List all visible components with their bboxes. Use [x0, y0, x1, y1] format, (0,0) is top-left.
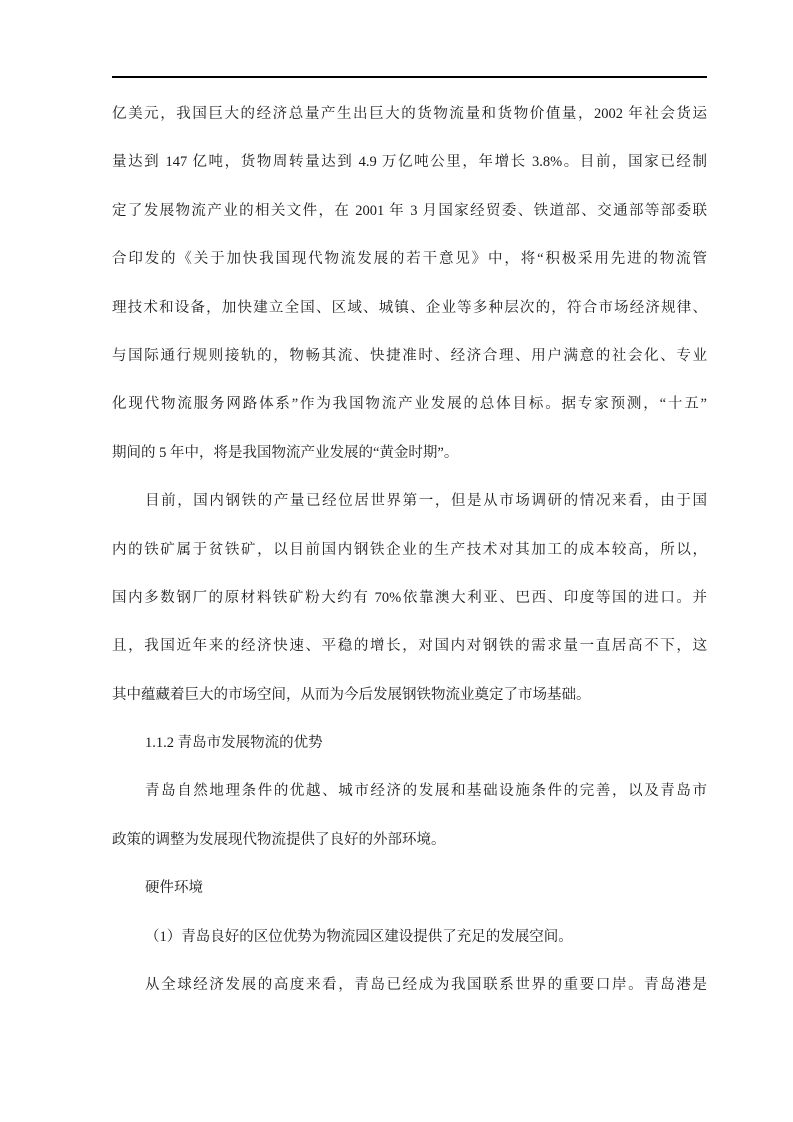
text-line: 量达到 147 亿吨，货物周转量达到 4.9 万亿吨公里，年增长 3.8%。目前，国家已经制 [112, 154, 707, 171]
text-line: 内的铁矿属于贫铁矿，以目前国内钢铁企业的生产技术对其加工的成本较高，所以， [112, 541, 707, 558]
text-line: 且，我国近年来的经济快速、平稳的增长，对国内对钢铁的需求量一直居高不下，这 [112, 638, 707, 655]
header-rule [112, 76, 707, 78]
paragraph [112, 477, 707, 719]
heading-line: 1.1.2 青岛市发展物流的优势 [145, 735, 323, 752]
document-body [112, 90, 707, 1009]
section-heading [112, 719, 707, 767]
text-line: 期间的 5 年中，将是我国物流产业发展的“黄金时期”。 [112, 444, 459, 461]
text-line: 国内多数钢厂的原材料铁矿粉大约有 70%依靠澳大利亚、巴西、印度等国的进口。并 [112, 589, 707, 606]
paragraph [112, 961, 707, 1009]
text-line: 青岛自然地理条件的优越、城市经济的发展和基础设施条件的完善，以及青岛市 [145, 783, 707, 800]
text-line: 亿美元，我国巨大的经济总量产生出巨大的货物流量和货物价值量，2002 年社会货运 [112, 106, 707, 122]
paragraph [112, 90, 707, 477]
text-line: 从全球经济发展的高度来看，青岛已经成为我国联系世界的重要口岸。青岛港是 [145, 977, 707, 994]
text-line: 定了发展物流产业的相关文件，在 2001 年 3 月国家经贸委、铁道部、交通部等部委联 [112, 202, 707, 219]
text-line: 与国际通行规则接轨的，物畅其流、快捷准时、经济合理、用户满意的社会化、专业 [112, 347, 707, 364]
text-line: 政策的调整为发展现代物流提供了良好的外部环境。 [112, 831, 446, 848]
text-line: 硬件环境 [145, 880, 203, 897]
paragraph [112, 913, 707, 961]
text-line: 其中蕴藏着巨大的市场空间，从而为今后发展钢铁物流业奠定了市场基础。 [112, 686, 591, 703]
text-line: 化现代物流服务网路体系”作为我国物流产业发展的总体目标。据专家预测，“十五” [112, 396, 707, 413]
text-line: （1）青岛良好的区位优势为物流园区建设提供了充足的发展空间。 [145, 928, 573, 945]
text-line: 理技术和设备，加快建立全国、区域、城镇、企业等多种层次的，符合市场经济规律、 [112, 299, 707, 316]
text-line: 目前，国内钢铁的产量已经位居世界第一，但是从市场调研的情况来看，由于国 [145, 493, 707, 510]
paragraph [112, 864, 707, 912]
paragraph [112, 767, 707, 864]
text-line: 合印发的《关于加快我国现代物流发展的若干意见》中，将“积极采用先进的物流管 [112, 251, 707, 268]
